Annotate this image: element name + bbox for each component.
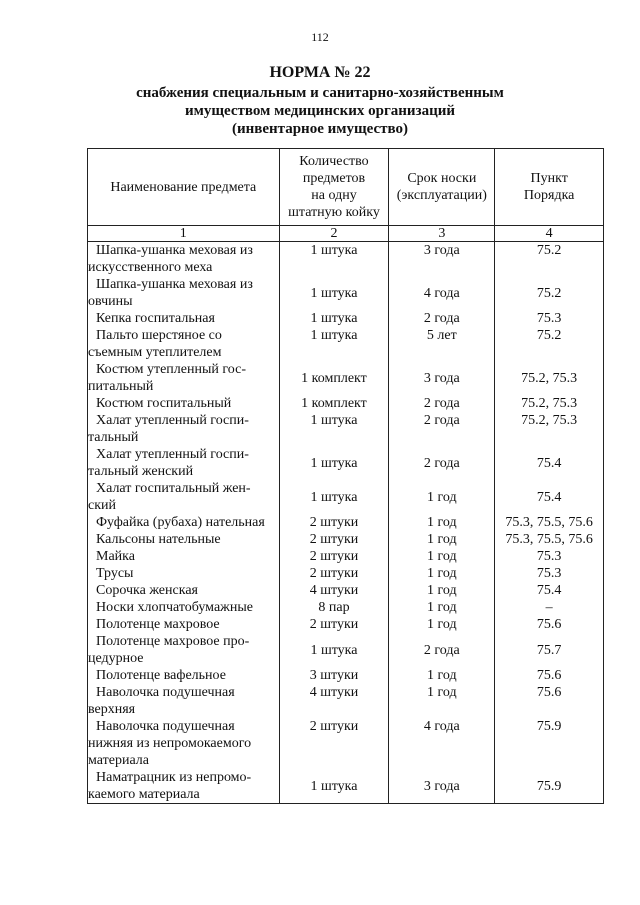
item-name (88, 582, 280, 599)
item-name-line: Носки хлопчатобумажные (96, 600, 253, 615)
item-point: 75.9 (495, 718, 604, 769)
item-name (88, 667, 280, 684)
item-name-line: Халат утепленный госпи- (96, 447, 249, 462)
item-point: 75.3 (495, 548, 604, 565)
header-term-line: Срок носки (407, 171, 477, 186)
item-term: 2 года (389, 633, 495, 667)
table-row (88, 446, 604, 480)
item-point: 75.6 (495, 684, 604, 718)
item-name (88, 565, 280, 582)
item-name (88, 446, 280, 480)
item-name (88, 310, 280, 327)
table-row (88, 412, 604, 446)
item-name (88, 548, 280, 565)
item-qty: 2 штуки (279, 616, 389, 633)
item-name-line: овчины (88, 294, 133, 309)
item-term: 2 года (389, 310, 495, 327)
item-term: 3 года (389, 769, 495, 804)
item-name-line: материала (88, 753, 149, 768)
item-name (88, 361, 280, 395)
item-qty: 3 штуки (279, 667, 389, 684)
table-row (88, 769, 604, 804)
item-point: 75.2, 75.3 (495, 361, 604, 395)
header-qty-line: Количество (299, 154, 369, 169)
table-row (88, 718, 604, 769)
table-row (88, 599, 604, 616)
item-point: – (495, 599, 604, 616)
header-point-line: Порядка (523, 188, 575, 203)
column-number: 3 (389, 226, 495, 242)
item-qty: 1 штука (279, 412, 389, 446)
page-number: 112 (311, 30, 329, 44)
item-term: 1 год (389, 531, 495, 548)
item-name-line: Наволочка подушечная (96, 719, 235, 734)
item-point: 75.4 (495, 582, 604, 599)
header-qty-line: штатную койку (288, 205, 380, 220)
item-name-line: Шапка-ушанка меховая из (96, 277, 253, 292)
header-term-line: (эксплуатации) (396, 188, 487, 203)
norm-title: НОРМА № 22 (269, 64, 371, 81)
table-row (88, 633, 604, 667)
item-point: 75.4 (495, 446, 604, 480)
item-qty: 2 штуки (279, 514, 389, 531)
item-name (88, 684, 280, 718)
table-row (88, 327, 604, 361)
item-term: 1 год (389, 480, 495, 514)
item-term: 1 год (389, 565, 495, 582)
item-point: 75.2 (495, 242, 604, 277)
item-name-line: искусственного меха (88, 260, 213, 275)
item-name (88, 599, 280, 616)
item-name (88, 769, 280, 804)
item-name-line: нижняя из непромокаемого (88, 736, 252, 751)
item-term: 4 года (389, 276, 495, 310)
item-qty: 1 штука (279, 446, 389, 480)
column-number: 1 (88, 226, 280, 242)
item-term: 3 года (389, 361, 495, 395)
item-name-line: цедурное (88, 651, 144, 666)
item-name-line: Халат утепленный госпи- (96, 413, 249, 428)
table-row (88, 276, 604, 310)
item-name-line: каемого материала (88, 787, 200, 802)
item-qty: 2 штуки (279, 565, 389, 582)
item-name (88, 412, 280, 446)
item-qty: 1 комплект (279, 395, 389, 412)
item-name-line: Кепка госпитальная (96, 311, 215, 326)
table-row (88, 582, 604, 599)
item-name-line: Полотенце вафельное (96, 668, 226, 683)
item-name-line: Костюм утепленный гос- (96, 362, 246, 377)
item-qty: 1 штука (279, 480, 389, 514)
item-term: 3 года (389, 242, 495, 277)
item-name (88, 327, 280, 361)
item-name-line: верхняя (88, 702, 136, 717)
item-term: 1 год (389, 667, 495, 684)
item-name-line: Наволочка подушечная (96, 685, 235, 700)
item-term: 1 год (389, 684, 495, 718)
norm-subtitle-line-1: снабжения специальным и санитарно-хозяйственным (136, 85, 504, 101)
item-name-line: тальный женский (88, 464, 194, 479)
table-row (88, 310, 604, 327)
item-name (88, 480, 280, 514)
item-point: 75.3 (495, 310, 604, 327)
item-name (88, 242, 280, 277)
item-qty: 2 штуки (279, 718, 389, 769)
item-name-line: Наматрацник из непромо- (96, 770, 252, 785)
item-qty: 8 пар (279, 599, 389, 616)
item-name (88, 531, 280, 548)
table-row (88, 480, 604, 514)
header-name: Наименование предмета (88, 149, 280, 226)
table-row (88, 684, 604, 718)
item-name-line: Костюм госпитальный (96, 396, 232, 411)
title-block (0, 64, 640, 138)
item-term: 4 года (389, 718, 495, 769)
item-name (88, 395, 280, 412)
item-qty: 1 штука (279, 769, 389, 804)
item-qty: 1 комплект (279, 361, 389, 395)
item-qty: 4 штуки (279, 582, 389, 599)
item-term: 1 год (389, 582, 495, 599)
header-qty-line: на одну (311, 188, 357, 203)
item-point: 75.2, 75.3 (495, 412, 604, 446)
item-term: 2 года (389, 412, 495, 446)
table-row (88, 531, 604, 548)
header-qty-line: предметов (302, 171, 366, 186)
item-point: 75.4 (495, 480, 604, 514)
item-name-line: ский (88, 498, 116, 513)
item-term: 1 год (389, 599, 495, 616)
column-number: 2 (279, 226, 389, 242)
item-name-line: питальный (88, 379, 154, 394)
table-row (88, 548, 604, 565)
item-qty: 1 штука (279, 633, 389, 667)
header-qty (279, 149, 389, 226)
item-term: 1 год (389, 548, 495, 565)
item-qty: 2 штуки (279, 548, 389, 565)
item-name-line: Шапка-ушанка меховая из (96, 243, 253, 258)
item-name-line: съемным утеплителем (88, 345, 222, 360)
item-name (88, 718, 280, 769)
item-name-line: Кальсоны нательные (96, 532, 221, 547)
item-point: 75.6 (495, 616, 604, 633)
item-point: 75.2 (495, 327, 604, 361)
item-name-line: Сорочка женская (96, 583, 198, 598)
table-row (88, 242, 604, 277)
header-point-line: Пункт (530, 171, 568, 186)
item-name (88, 633, 280, 667)
item-name-line: Халат госпитальный жен- (96, 481, 251, 496)
table-row (88, 667, 604, 684)
table-row (88, 361, 604, 395)
item-term: 5 лет (389, 327, 495, 361)
item-name-line: тальный (88, 430, 139, 445)
table-row (88, 616, 604, 633)
item-name-line: Полотенце махровое про- (96, 634, 250, 649)
item-name-line: Полотенце махровое (96, 617, 220, 632)
item-name (88, 514, 280, 531)
item-term: 2 года (389, 395, 495, 412)
item-name-line: Пальто шерстяное со (96, 328, 222, 343)
item-point: 75.9 (495, 769, 604, 804)
column-number: 4 (495, 226, 604, 242)
item-name-line: Трусы (96, 566, 134, 581)
item-name (88, 616, 280, 633)
item-point: 75.3, 75.5, 75.6 (495, 531, 604, 548)
norm-subtitle-line-3: (инвентарное имущество) (231, 121, 408, 137)
item-point: 75.2 (495, 276, 604, 310)
table-row (88, 565, 604, 582)
item-point: 75.7 (495, 633, 604, 667)
table-row (88, 514, 604, 531)
item-term: 1 год (389, 514, 495, 531)
item-point: 75.3, 75.5, 75.6 (495, 514, 604, 531)
header-point (495, 149, 604, 226)
table-row (88, 395, 604, 412)
norm-subtitle-line-2: имуществом медицинских организаций (185, 103, 455, 119)
table-body (88, 242, 604, 804)
item-point: 75.3 (495, 565, 604, 582)
item-term: 1 год (389, 616, 495, 633)
norm-table (87, 148, 604, 804)
header-term (389, 149, 495, 226)
item-point: 75.2, 75.3 (495, 395, 604, 412)
item-name (88, 276, 280, 310)
header-row (88, 149, 604, 226)
item-qty: 2 штуки (279, 531, 389, 548)
item-qty: 1 штука (279, 327, 389, 361)
item-name-line: Майка (96, 549, 135, 564)
item-qty: 1 штука (279, 242, 389, 277)
item-qty: 1 штука (279, 276, 389, 310)
item-point: 75.6 (495, 667, 604, 684)
item-term: 2 года (389, 446, 495, 480)
item-qty: 4 штуки (279, 684, 389, 718)
item-qty: 1 штука (279, 310, 389, 327)
item-name-line: Фуфайка (рубаха) нательная (96, 515, 265, 530)
column-number-row (88, 226, 604, 242)
